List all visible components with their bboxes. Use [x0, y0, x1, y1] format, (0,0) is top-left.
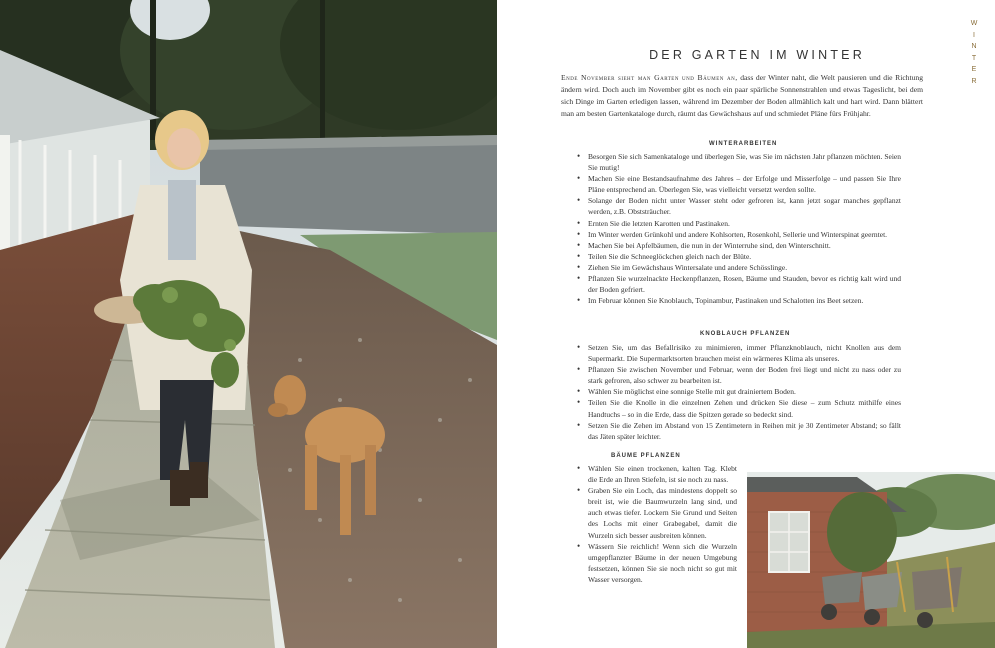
section-heading-winterarbeiten: WINTERARBEITEN [709, 141, 778, 147]
list-item: • Graben Sie ein Loch, das mindestens doppelt so breit ist, wie die Baumwurzeln lang sind, und auch etwas tiefer. Lockern Sie Grund und Seiten des Lochs mit einer Grabegabel, damit die Wurzeln sich besser ausbreiten können. [577, 485, 737, 540]
list-item: • Besorgen Sie sich Samenkataloge und überlegen Sie, was Sie im nächsten Jahr pflanzen möchten. Seien Sie mutig! [577, 151, 901, 173]
list-item: • Ernten Sie die letzten Karotten und Pastinaken. [577, 218, 901, 229]
section-heading-knoblauch: KNOBLAUCH PFLANZEN [700, 331, 791, 337]
list-item: • Pflanzen Sie wurzelnackte Heckenpflanzen, Rosen, Bäume und Stauden, bevor es richtig kalt wird und der Boden gefriert. [577, 273, 901, 295]
list-item: • Machen Sie bei Apfelbäumen, die nun in der Winterruhe sind, den Winterschnitt. [577, 240, 901, 251]
list-item: • Machen Sie eine Bestandsaufnahme des Jahres – der Erfolge und Misserfolge – und passen Sie Ihre Pläne entsprechend an. Überlegen Sie, was vielleicht versetzt werden sollte. [577, 173, 901, 195]
baeume-list [577, 463, 737, 585]
list-item: • Im Februar können Sie Knoblauch, Topinambur, Pastinaken und Schalotten ins Beet setzen. [577, 295, 901, 306]
text-page [497, 0, 995, 648]
list-item: • Ziehen Sie im Gewächshaus Wintersalate und andere Schösslinge. [577, 262, 901, 273]
intro-lead: Ende November sieht man Garten und Bäumen an, [561, 73, 738, 82]
list-item: • Teilen Sie die Knolle in die einzelnen Zehen und drücken Sie diese – zum Schutz mithilfe eines Handtuchs – so in die Erde, dass die Spitzen gerade so bedeckt sind. [577, 397, 901, 419]
list-item: • Wählen Sie einen trockenen, kalten Tag. Klebt die Erde an Ihren Stiefeln, ist sie noch zu nass. [577, 463, 737, 485]
winterarbeiten-list [577, 151, 901, 306]
list-item: • Teilen Sie die Schneeglöckchen gleich nach der Blüte. [577, 251, 901, 262]
intro-paragraph [561, 72, 923, 120]
intro-body: dass der Winter naht, die Welt pausieren und die Richtung ändern wird. Doch auch im November gibt es noch ein paar spärliche Sonnenstrahlen und etwas Tageslicht, bei dem sich Dinge im Garten erledigen lassen, während im Dezember der Boden allmählich kalt und hart wird. Dann blättert man am besten Gartenkataloge durch, räumt das Gewächshaus auf und schmiedet Pläne fürs Frühjahr. [561, 73, 923, 118]
list-item: • Setzen Sie, um das Befallrisiko zu minimieren, immer Pflanzknoblauch, nicht Knollen aus dem Supermarkt. Die Supermarktsorten brauchen meist ein wärmeres Klima als unseres. [577, 342, 901, 364]
garden-photo-woman-with-dog [0, 0, 497, 648]
list-item: • Im Winter werden Grünkohl und andere Kohlsorten, Rosenkohl, Sellerie und Winterspinat geerntet. [577, 229, 901, 240]
section-heading-baeume: BÄUME PFLANZEN [611, 453, 681, 459]
page-title: DER GARTEN IM WINTER [649, 48, 865, 62]
list-item: • Wählen Sie möglichst eine sonnige Stelle mit gut drainiertem Boden. [577, 386, 901, 397]
list-item: • Pflanzen Sie zwischen November und Februar, wenn der Boden frei liegt und nicht zu nass oder zu stark gefroren, also schwer zu bearbeiten ist. [577, 364, 901, 386]
list-item: • Setzen Sie die Zehen im Abstand von 15 Zentimetern in Reihen mit je 30 Zentimeter Abstand; so fällt das Jäten später leichter. [577, 420, 901, 442]
shed-with-wheelbarrows-photo [747, 472, 995, 648]
chapter-side-label: W I N T E R [970, 20, 978, 85]
list-item: • Wässern Sie reichlich! Wenn sich die Wurzeln umgepflanzter Bäume in der neuen Umgebung festsetzen, können Sie sie noch nicht so gut mit Wasser versorgen. [577, 541, 737, 585]
list-item: • Solange der Boden nicht unter Wasser steht oder gefroren ist, kann jetzt sogar manches gepflanzt werden, z.B. Obststräucher. [577, 195, 901, 217]
knoblauch-list [577, 342, 901, 442]
